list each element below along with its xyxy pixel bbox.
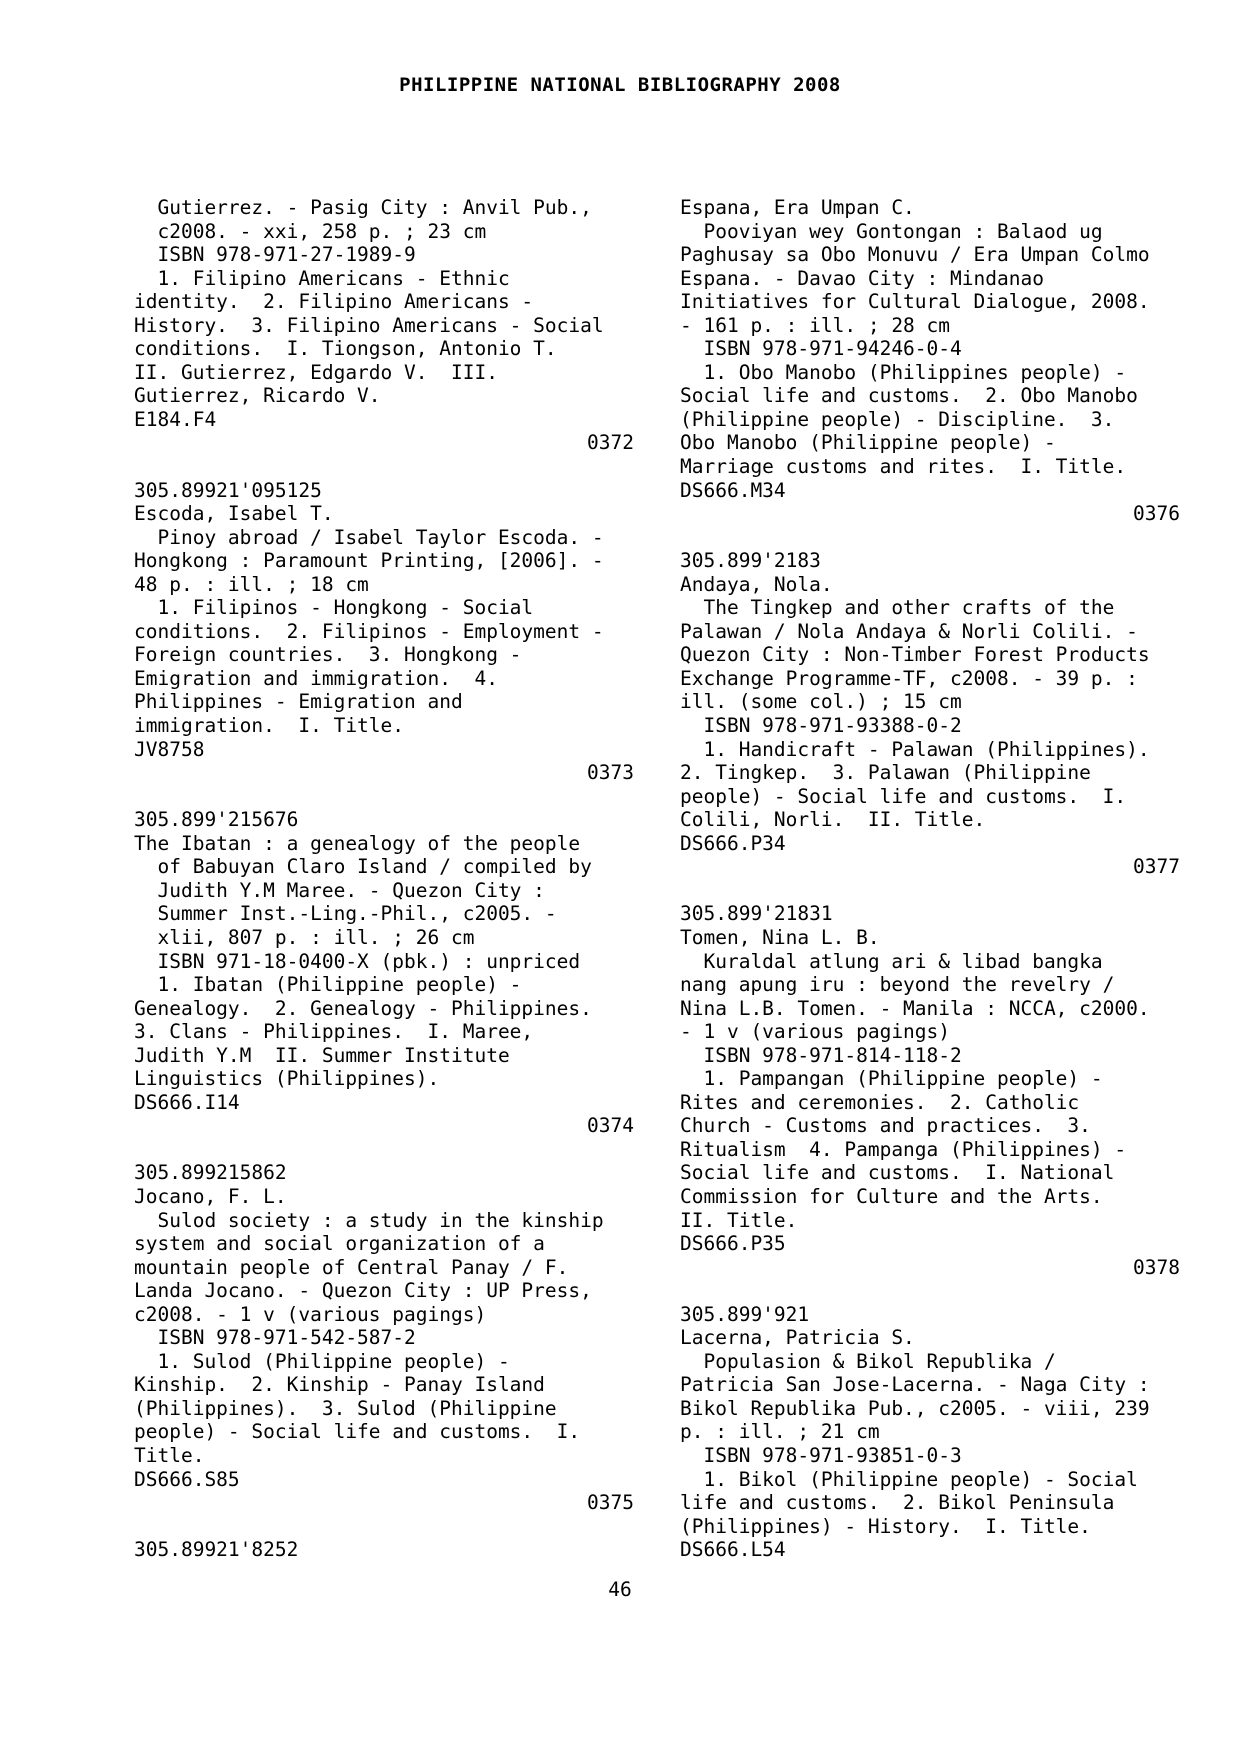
text-line: people) - Social life and customs. I. bbox=[680, 784, 1127, 808]
text-line: Commission for Culture and the Arts. bbox=[680, 1184, 1103, 1208]
text-line: Populasion & Bikol Republika / bbox=[680, 1349, 1056, 1373]
text-line: 1. Ibatan (Philippine people) - bbox=[134, 973, 522, 997]
text-line: ISBN 978-971-27-1989-9 bbox=[134, 243, 416, 267]
text-line: 3. Clans - Philippines. I. Maree, bbox=[134, 1020, 534, 1044]
text-line: 305.89921'095125 bbox=[134, 478, 322, 502]
blank-line bbox=[134, 1515, 634, 1539]
text-line: DS666.P34 bbox=[680, 831, 786, 855]
text-line: of Babuyan Claro Island / compiled by bbox=[134, 855, 592, 879]
text-line: Gutierrez. - Pasig City : Anvil Pub., bbox=[134, 196, 592, 219]
text-line: Genealogy. 2. Genealogy - Philippines. bbox=[134, 996, 592, 1020]
right-column bbox=[680, 196, 1180, 1562]
text-line: Marriage customs and rites. I. Title. bbox=[680, 455, 1127, 479]
blank-line bbox=[134, 455, 634, 479]
text-line: Philippines - Emigration and bbox=[134, 690, 463, 714]
text-line: 305.899'21831 bbox=[680, 902, 833, 926]
text-line: ISBN 978-971-814-118-2 bbox=[680, 1043, 962, 1067]
blank-line bbox=[680, 526, 1180, 550]
text-line: DS666.P35 bbox=[680, 1232, 786, 1256]
text-line: Obo Manobo (Philippine people) - bbox=[680, 431, 1056, 455]
text-line: ISBN 978-971-93851-0-3 bbox=[680, 1443, 962, 1467]
text-line: immigration. I. Title. bbox=[134, 714, 405, 738]
text-line: DS666.S85 bbox=[134, 1467, 240, 1491]
text-line: conditions. I. Tiongson, Antonio T. bbox=[134, 337, 557, 361]
text-line: Foreign countries. 3. Hongkong - bbox=[134, 643, 522, 667]
text-line: Church - Customs and practices. 3. bbox=[680, 1114, 1091, 1138]
text-line: mountain people of Central Panay / F. bbox=[134, 1255, 569, 1279]
text-line: Quezon City : Non-Timber Forest Products bbox=[680, 643, 1150, 667]
text-line: 305.899'921 bbox=[680, 1302, 810, 1326]
text-line: Rites and ceremonies. 2. Catholic bbox=[680, 1090, 1080, 1114]
text-line: xlii, 807 p. : ill. ; 26 cm bbox=[134, 925, 475, 949]
text-line: 1. Sulod (Philippine people) - bbox=[134, 1349, 510, 1373]
text-line: E184.F4 bbox=[134, 407, 217, 431]
text-line: (Philippines) - History. I. Title. bbox=[680, 1514, 1091, 1538]
text-line: DS666.M34 bbox=[680, 478, 786, 502]
text-line: JV8758 bbox=[134, 737, 205, 761]
text-line: Colili, Norli. II. Title. bbox=[680, 808, 986, 832]
text-line: DS666.I14 bbox=[134, 1090, 240, 1114]
text-line: Andaya, Nola. bbox=[680, 572, 833, 596]
text-line: ISBN 978-971-93388-0-2 bbox=[680, 714, 962, 738]
text-line: 1. Handicraft - Palawan (Philippines). bbox=[680, 737, 1150, 761]
text-line: Kinship. 2. Kinship - Panay Island bbox=[134, 1373, 545, 1397]
text-line: Landa Jocano. - Quezon City : UP Press, bbox=[134, 1279, 592, 1303]
text-line: Kuraldal atlung ari & libad bangka bbox=[680, 949, 1103, 973]
text-line: II. Title. bbox=[680, 1208, 798, 1232]
text-line: 305.899'215676 bbox=[134, 808, 299, 832]
text-line: (Philippines). 3. Sulod (Philippine bbox=[134, 1396, 557, 1420]
text-line: II. Gutierrez, Edgardo V. III. bbox=[134, 360, 498, 384]
text-line: 305.899215862 bbox=[134, 1161, 287, 1185]
text-line: - 161 p. : ill. ; 28 cm bbox=[680, 313, 951, 337]
text-line: people) - Social life and customs. I. bbox=[134, 1420, 581, 1444]
text-line: ISBN 978-971-94246-0-4 bbox=[680, 337, 962, 361]
text-line: 305.89921'8252 bbox=[134, 1538, 299, 1562]
page-number: 46 bbox=[608, 1578, 632, 1601]
text-line: Jocano, F. L. bbox=[134, 1184, 287, 1208]
text-line: 1. Filipino Americans - Ethnic bbox=[134, 266, 510, 290]
text-line: Summer Inst.-Ling.-Phil., c2005. - bbox=[134, 902, 557, 926]
text-line: 1. Obo Manobo (Philippines people) - bbox=[680, 360, 1127, 384]
text-line: 1. Bikol (Philippine people) - Social bbox=[680, 1467, 1138, 1491]
text-line: 48 p. : ill. ; 18 cm bbox=[134, 572, 369, 596]
text-line: Escoda, Isabel T. bbox=[134, 502, 334, 526]
text-line: Espana. - Davao City : Mindanao bbox=[680, 266, 1044, 290]
blank-line bbox=[134, 785, 634, 809]
text-line: Emigration and immigration. 4. bbox=[134, 666, 498, 690]
entry-number: 0377 bbox=[1133, 855, 1180, 879]
text-line: Hongkong : Paramount Printing, [2006]. - bbox=[134, 549, 604, 573]
entry-number: 0372 bbox=[587, 431, 634, 455]
text-line: identity. 2. Filipino Americans - bbox=[134, 290, 534, 314]
blank-line bbox=[134, 1138, 634, 1162]
text-line: ill. (some col.) ; 15 cm bbox=[680, 690, 962, 714]
text-line: Judith Y.M II. Summer Institute bbox=[134, 1043, 510, 1067]
text-line: 2. Tingkep. 3. Palawan (Philippine bbox=[680, 761, 1091, 785]
blank-line bbox=[680, 879, 1180, 903]
text-line: Initiatives for Cultural Dialogue, 2008. bbox=[680, 290, 1150, 314]
text-line: 1. Pampangan (Philippine people) - bbox=[680, 1067, 1103, 1091]
left-column bbox=[134, 196, 634, 1562]
text-line: c2008. - 1 v (various pagings) bbox=[134, 1302, 487, 1326]
text-line: DS666.L54 bbox=[680, 1538, 786, 1562]
text-line: - 1 v (various pagings) bbox=[680, 1020, 951, 1044]
text-line: system and social organization of a bbox=[134, 1232, 545, 1256]
text-line: Linguistics (Philippines). bbox=[134, 1067, 440, 1091]
text-line: Bikol Republika Pub., c2005. - viii, 239 bbox=[680, 1396, 1150, 1420]
text-line: Tomen, Nina L. B. bbox=[680, 925, 880, 949]
text-line: Gutierrez, Ricardo V. bbox=[134, 384, 381, 408]
text-line: Palawan / Nola Andaya & Norli Colili. - bbox=[680, 619, 1138, 643]
text-line: Pooviyan wey Gontongan : Balaod ug bbox=[680, 219, 1103, 243]
text-line: 305.899'2183 bbox=[680, 549, 821, 573]
text-line: p. : ill. ; 21 cm bbox=[680, 1420, 880, 1444]
text-line: (Philippine people) - Discipline. 3. bbox=[680, 407, 1115, 431]
text-line: Ritualism 4. Pampanga (Philippines) - bbox=[680, 1137, 1127, 1161]
text-line: life and customs. 2. Bikol Peninsula bbox=[680, 1491, 1115, 1515]
text-line: ISBN 971-18-0400-X (pbk.) : unpriced bbox=[134, 949, 581, 973]
text-line: Judith Y.M Maree. - Quezon City : bbox=[134, 878, 545, 902]
text-line: Espana, Era Umpan C. bbox=[680, 196, 915, 219]
text-line: History. 3. Filipino Americans - Social bbox=[134, 313, 604, 337]
text-line: ISBN 978-971-542-587-2 bbox=[134, 1326, 416, 1350]
entry-number: 0373 bbox=[587, 761, 634, 785]
entry-number: 0375 bbox=[587, 1491, 634, 1515]
text-line: Nina L.B. Tomen. - Manila : NCCA, c2000. bbox=[680, 996, 1150, 1020]
entry-number: 0374 bbox=[587, 1114, 634, 1138]
text-line: Patricia San Jose-Lacerna. - Naga City : bbox=[680, 1373, 1150, 1397]
text-line: Lacerna, Patricia S. bbox=[680, 1326, 915, 1350]
text-line: Pinoy abroad / Isabel Taylor Escoda. - bbox=[134, 525, 604, 549]
blank-line bbox=[680, 1279, 1180, 1303]
text-line: 1. Filipinos - Hongkong - Social bbox=[134, 596, 534, 620]
entry-number: 0378 bbox=[1133, 1255, 1180, 1279]
text-line: nang apung iru : beyond the revelry / bbox=[680, 973, 1115, 997]
text-line: Exchange Programme-TF, c2008. - 39 p. : bbox=[680, 666, 1138, 690]
text-line: Sulod society : a study in the kinship bbox=[134, 1208, 604, 1232]
text-line: Paghusay sa Obo Monuvu / Era Umpan Colmo bbox=[680, 243, 1150, 267]
text-line: The Ibatan : a genealogy of the people bbox=[134, 831, 581, 855]
page-title: PHILIPPINE NATIONAL BIBLIOGRAPHY 2008 bbox=[399, 74, 841, 96]
entry-number: 0376 bbox=[1133, 502, 1180, 526]
text-line: Social life and customs. I. National bbox=[680, 1161, 1115, 1185]
text-line: conditions. 2. Filipinos - Employment - bbox=[134, 619, 604, 643]
text-line: Title. bbox=[134, 1443, 205, 1467]
text-line: The Tingkep and other crafts of the bbox=[680, 596, 1115, 620]
text-line: c2008. - xxi, 258 p. ; 23 cm bbox=[134, 219, 487, 243]
text-line: Social life and customs. 2. Obo Manobo bbox=[680, 384, 1138, 408]
